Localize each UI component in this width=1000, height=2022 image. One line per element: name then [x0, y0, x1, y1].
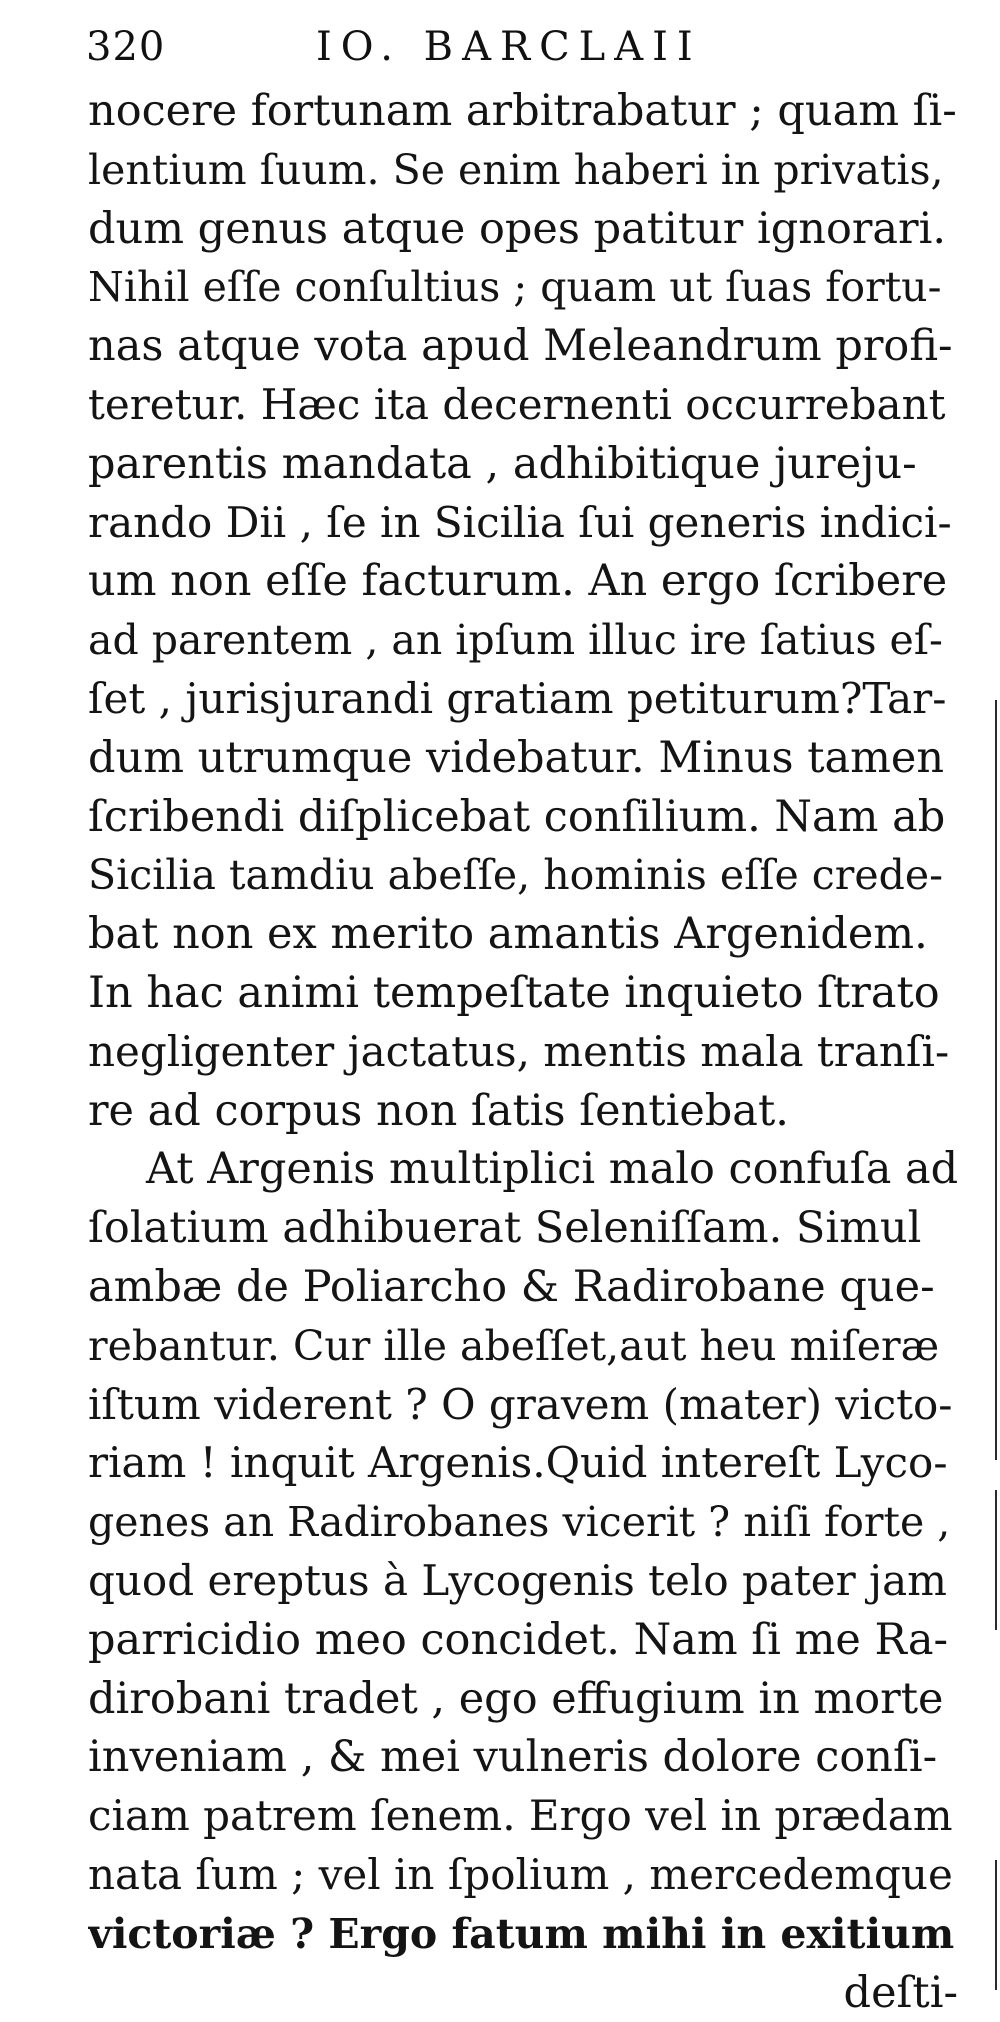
running-head: IO. BARCLAII	[316, 24, 702, 70]
text-line: parentis mandata , adhibitique jureju-	[88, 435, 958, 494]
text-line: ambæ de Poliarcho & Radirobane que-	[88, 1258, 958, 1317]
text-line: bat non ex merito amantis Argenidem.	[88, 905, 958, 964]
text-line: parricidio meo concidet. Nam ſi me Ra-	[88, 1611, 958, 1670]
text-line: nata ſum ; vel in ſpolium , mercedemque	[88, 1846, 958, 1905]
text-line: rebantur. Cur ille abeſſet,aut heu miſeræ	[88, 1317, 958, 1376]
text-line: inveniam , & mei vulneris dolore conſi-	[88, 1728, 958, 1787]
text-line: In hac animi tempeſtate inquieto ſtrato	[88, 964, 958, 1023]
text-line: rando Dii , ſe in Sicilia ſui generis indici-	[88, 494, 958, 553]
page-header	[86, 18, 966, 88]
text-line: Nihil eſſe conſultius ; quam ut ſuas fortu-	[88, 258, 958, 317]
body-text	[88, 82, 958, 2022]
text-line: nas atque vota apud Meleandrum profi-	[88, 317, 958, 376]
margin-rule	[995, 700, 997, 1460]
text-line: dum utrumque videbatur. Minus tamen	[88, 729, 958, 788]
text-line: um non eſſe facturum. An ergo ſcribere	[88, 552, 958, 611]
text-line: genes an Radirobanes vicerit ? niſi forte ,	[88, 1493, 958, 1552]
text-line: iſtum viderent ? O gravem (mater) victo-	[88, 1376, 958, 1435]
text-line: quod ereptus à Lycogenis telo pater jam	[88, 1552, 958, 1611]
text-line: negligenter jactatus, mentis mala tranſi-	[88, 1023, 958, 1082]
paragraph-start-line: At Argenis multiplici malo confuſa ad	[88, 1140, 958, 1199]
text-line: dum genus atque opes patitur ignorari.	[88, 200, 958, 259]
text-line: riam ! inquit Argenis.Quid intereſt Lyco-	[88, 1434, 958, 1493]
text-line: dirobani tradet , ego effugium in morte	[88, 1670, 958, 1729]
text-line: ſolatium adhibuerat Seleniſſam. Simul	[88, 1199, 958, 1258]
text-line: ad parentem , an ipſum illuc ire ſatius eſ-	[88, 611, 958, 670]
text-line: ſcribendi diſplicebat conſilium. Nam ab	[88, 788, 958, 847]
margin-rule	[995, 1860, 997, 1990]
text-line: ciam patrem ſenem. Ergo vel in prædam	[88, 1787, 958, 1846]
text-line: re ad corpus non ſatis ſentiebat.	[88, 1082, 958, 1141]
page-number: 320	[86, 24, 165, 70]
text-line: victoriæ ? Ergo fatum mihi in exitium	[88, 1905, 958, 1964]
text-line: lentium ſuum. Se enim haberi in privatis,	[88, 141, 958, 200]
margin-rule	[995, 1490, 997, 1630]
text-line: nocere fortunam arbitrabatur ; quam ſi-	[88, 82, 958, 141]
text-line: ſet , jurisjurandi gratiam petiturum?Tar-	[88, 670, 958, 729]
catchword: deſti-	[88, 1964, 958, 2022]
text-line: teretur. Hæc ita decernenti occurrebant	[88, 376, 958, 435]
text-line: Sicilia tamdiu abeſſe, hominis eſſe crede-	[88, 846, 958, 905]
